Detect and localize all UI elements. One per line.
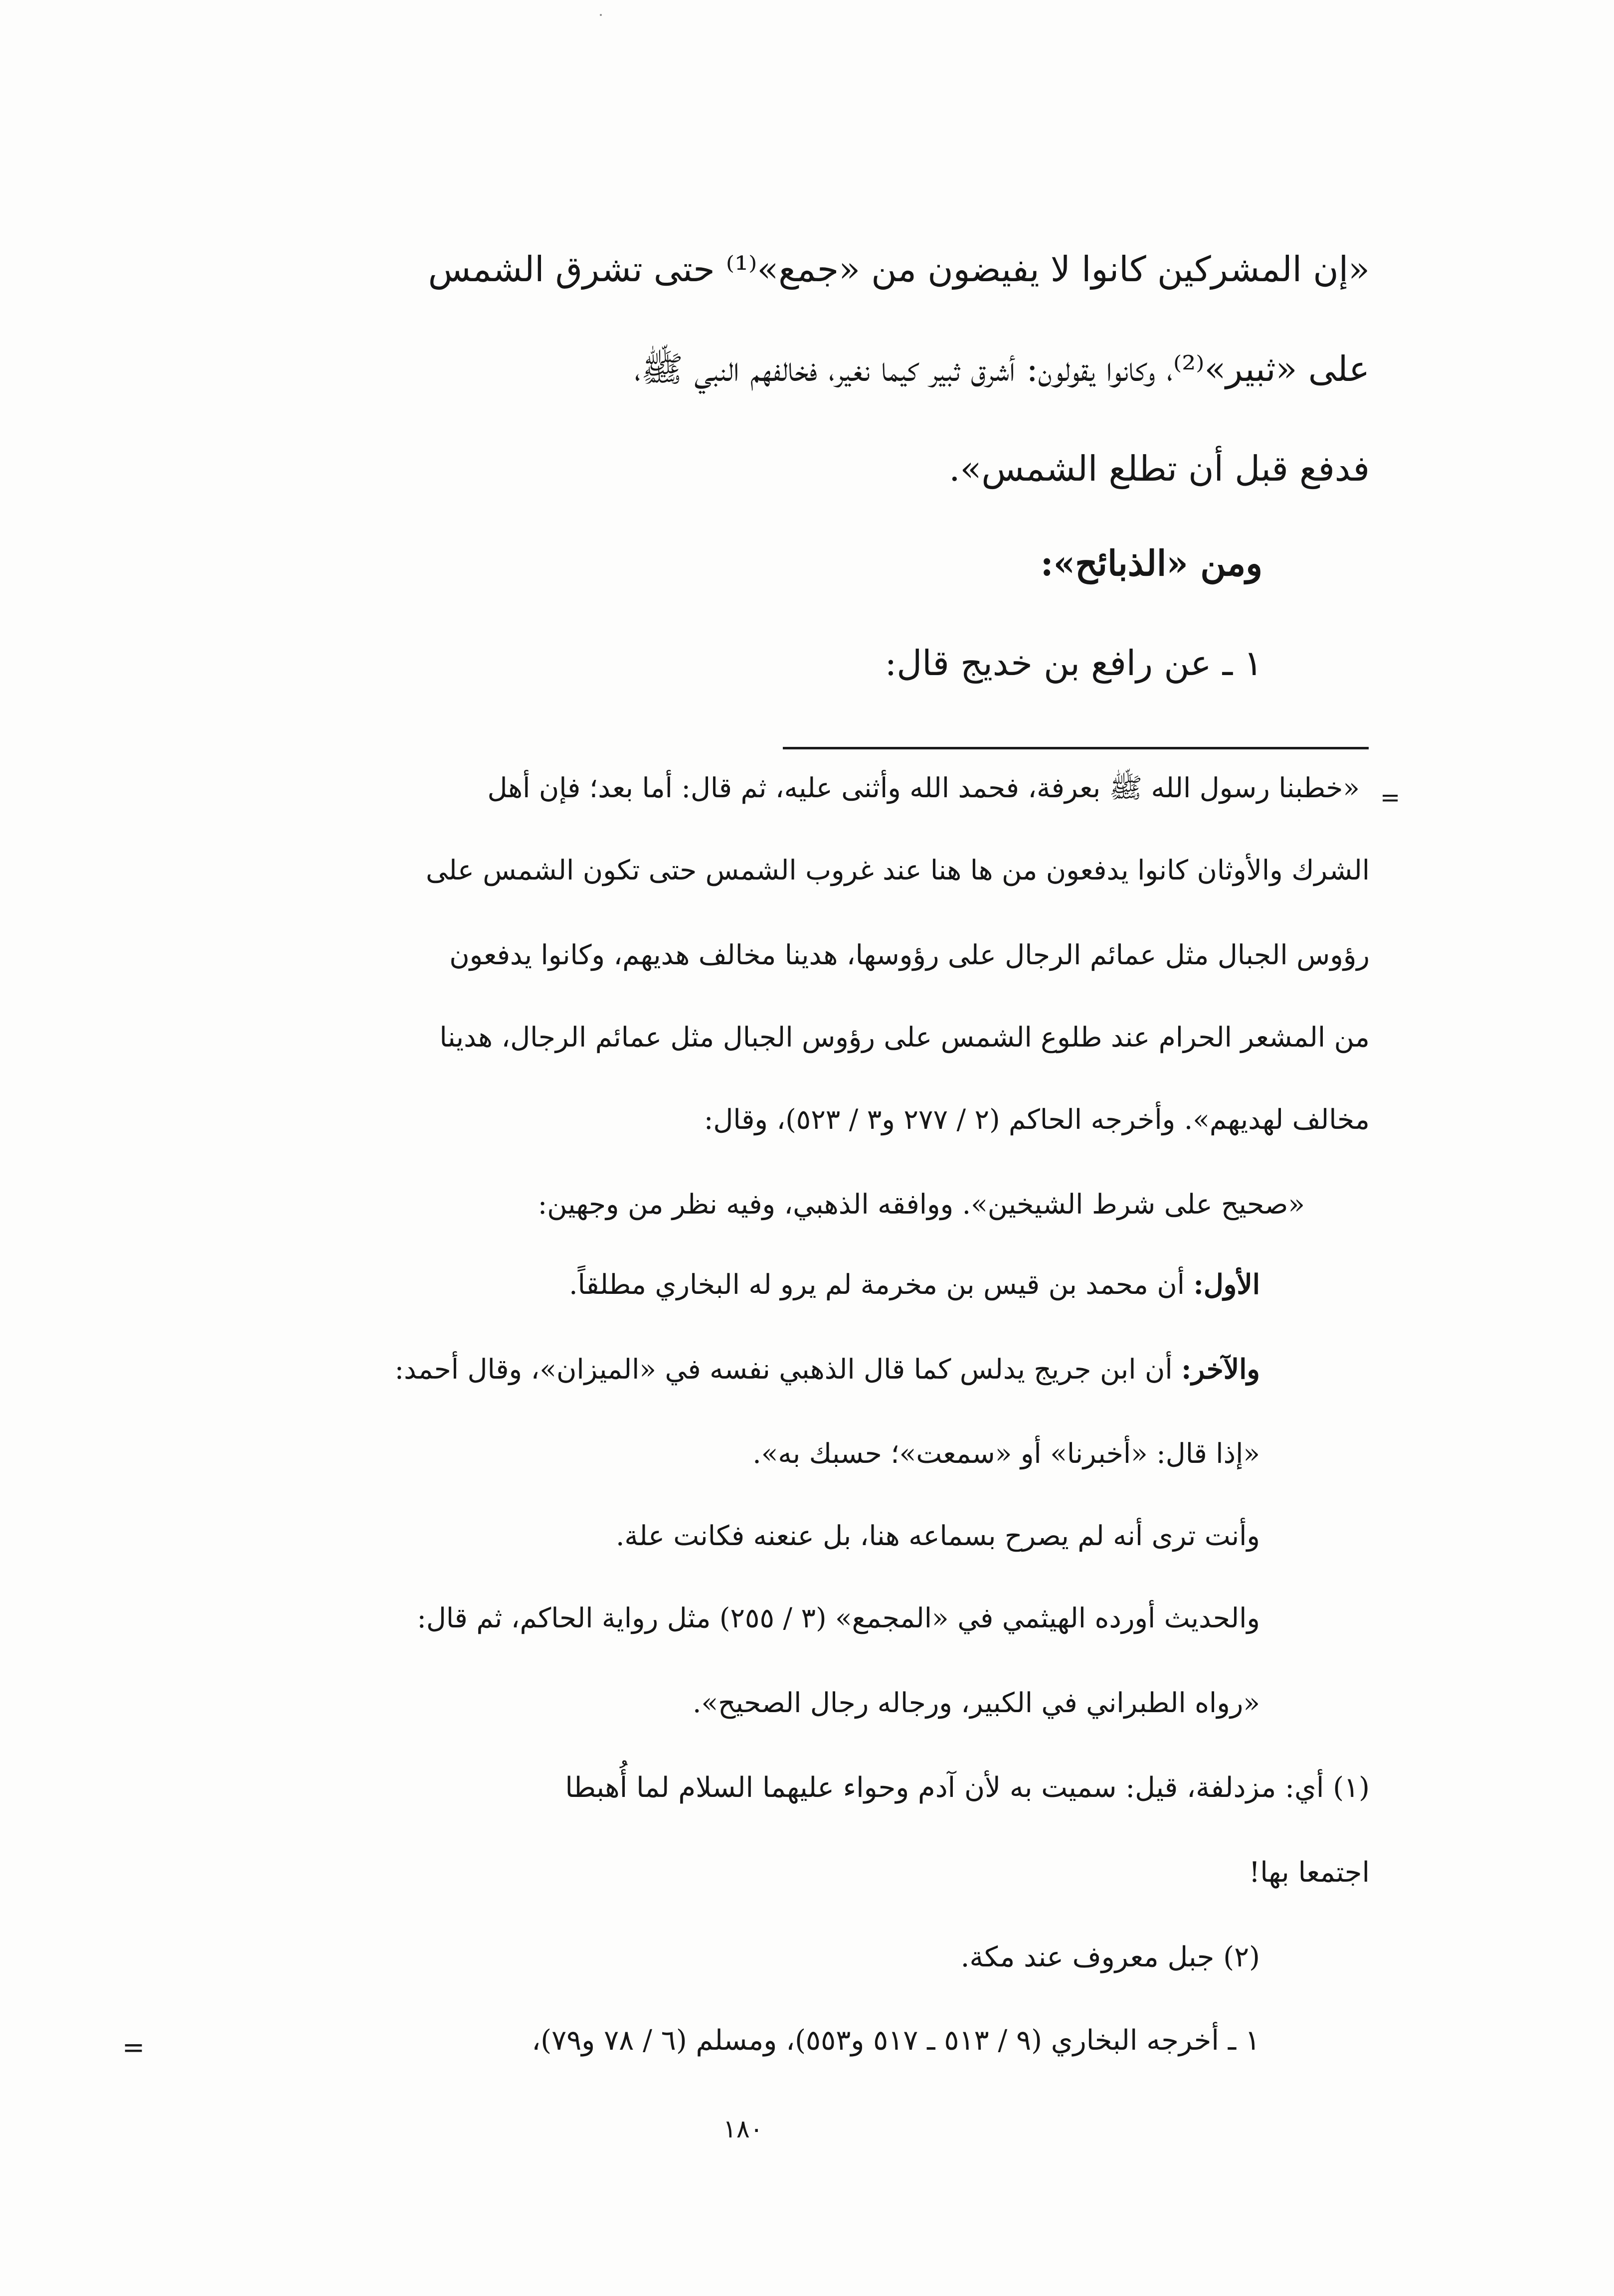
- note-line-12: «رواه الطبراني في الكبير، ورجاله رجال الصحيح».: [692, 1687, 1260, 1719]
- footnote-separator: [783, 747, 1369, 749]
- note-line-3: رؤوس الجبال مثل عمائم الرجال على رؤوسها، هدينا مخالف هديهم، وكانوا يدفعون: [449, 939, 1370, 971]
- note-line-1: «خطبنا رسول الله ﷺ بعرفة، فحمد الله وأثنى عليه، ثم قال: أما بعد؛ فإن أهل: [487, 772, 1360, 804]
- note-line-8: [395, 1355, 1260, 1383]
- main-text-line-1: «إن المشركين كانوا لا يفيضون من «جمع»⁽¹⁾ حتى تشرق الشمس: [428, 249, 1370, 290]
- next-hadith-footnote: ١ ـ أخرجه البخاري (٩ / ٥١٣ ـ ٥١٧ و٥٥٣)، ومسلم (٦ / ٧٨ و٧٩)،: [532, 2024, 1260, 2057]
- note-line-7: [569, 1270, 1260, 1298]
- note-line-7-lead: الأول:: [1193, 1268, 1260, 1300]
- main-text-line-2: على «ثبير»⁽²⁾، وكانوا يقولون: أشرق ثبير كيما نغير، فخالفهم النبي ﷺ،: [634, 349, 1370, 389]
- note-line-2: الشرك والأوثان كانوا يدفعون من ها هنا عند غروب الشمس حتى تكون الشمس على: [425, 854, 1370, 886]
- next-continuation-marker: =: [122, 2032, 145, 2063]
- footnote-1-line-2: اجتمعا بها!: [1249, 1856, 1370, 1889]
- note-line-10: وأنت ترى أنه لم يصرح بسماعه هنا، بل عنعنه فكانت علة.: [615, 1520, 1260, 1552]
- footnote-1-line-1: (١) أي: مزدلفة، قيل: سميت به لأن آدم وحواء عليهما السلام لما أُهبطا: [565, 1771, 1370, 1804]
- note-line-9: «إذا قال: «أخبرنا» أو «سمعت»؛ حسبك به».: [752, 1437, 1260, 1469]
- note-line-4: من المشعر الحرام عند طلوع الشمس على رؤوس الجبال مثل عمائم الرجال، هدينا: [439, 1021, 1370, 1053]
- main-text-line-3: فدفع قبل أن تطلع الشمس».: [949, 448, 1370, 489]
- note-line-7-text: أن محمد بن قيس بن مخرمة لم يرو له البخاري مطلقاً.: [569, 1268, 1194, 1300]
- note-line-8-lead: والآخر:: [1181, 1353, 1260, 1385]
- note-line-6: «صحيح على شرط الشيخين». ووافقه الذهبي، وفيه نظر من وجهين:: [538, 1188, 1305, 1220]
- footnote-2: (٢) جبل معروف عند مكة.: [960, 1941, 1260, 1973]
- note-line-8-text: أن ابن جريج يدلس كما قال الذهبي نفسه في «الميزان»، وقال أحمد:: [394, 1353, 1182, 1385]
- continuation-marker: =: [1380, 784, 1401, 812]
- page-number: ١٨٠: [723, 2115, 763, 2143]
- scan-speck: [600, 14, 602, 16]
- hadith-item-1: ١ ـ عن رافع بن خديج قال:: [885, 643, 1262, 684]
- note-line-11: والحديث أورده الهيثمي في «المجمع» (٣ / ٢٥٥) مثل رواية الحاكم، ثم قال:: [417, 1602, 1260, 1634]
- note-line-5: مخالف لهديهم». وأخرجه الحاكم (٢ / ٢٧٧ و٣ / ٥٢٣)، وقال:: [704, 1103, 1370, 1135]
- section-heading: ومن «الذبائح»:: [1040, 542, 1262, 584]
